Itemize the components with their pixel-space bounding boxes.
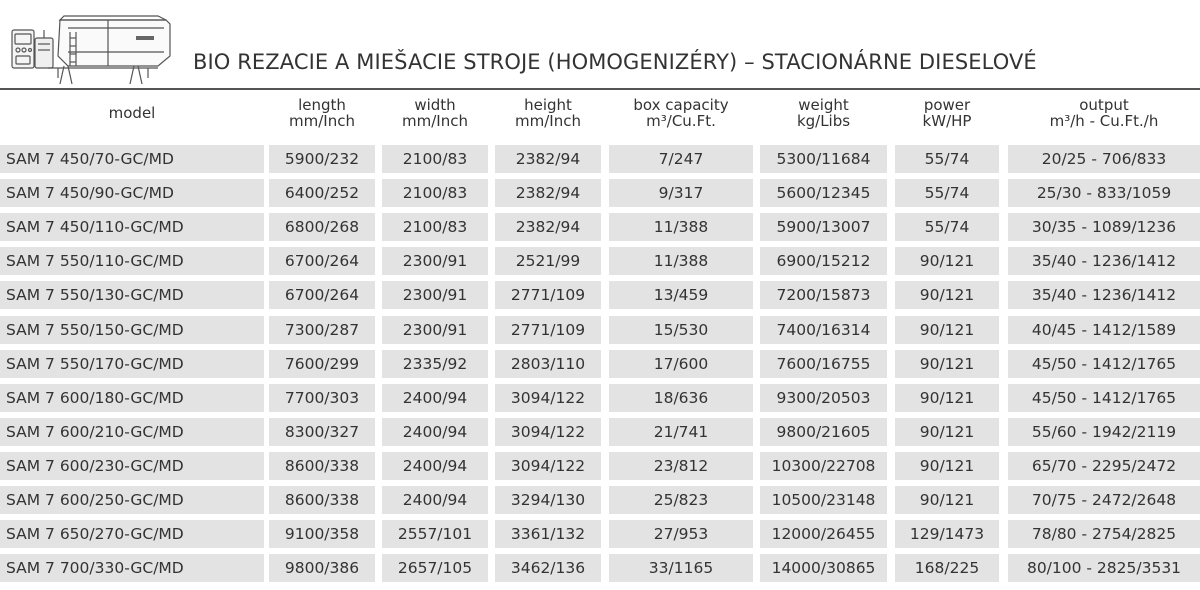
- header-weight: [760, 97, 887, 129]
- header-unit: mm/Inch: [289, 112, 355, 130]
- table-row: [0, 486, 1200, 514]
- cell-model: SAM 7 550/150-GC/MD: [0, 316, 264, 344]
- cell-box-capacity: 21/741: [609, 418, 753, 446]
- cell-model: SAM 7 450/70-GC/MD: [0, 145, 264, 173]
- cell-output: 40/45 - 1412/1589: [1008, 316, 1200, 344]
- cell-width: 2400/94: [382, 418, 488, 446]
- header-model: [0, 105, 264, 121]
- cell-output: 65/70 - 2295/2472: [1008, 452, 1200, 480]
- header-label: power: [923, 96, 971, 114]
- header-length: [269, 97, 375, 129]
- cell-output: 30/35 - 1089/1236: [1008, 213, 1200, 241]
- header-unit: m³/Cu.Ft.: [646, 112, 716, 130]
- cell-output: 45/50 - 1412/1765: [1008, 384, 1200, 412]
- table-row: [0, 418, 1200, 446]
- header-label: model: [108, 104, 156, 122]
- cell-width: 2400/94: [382, 486, 488, 514]
- header-power: [895, 97, 999, 129]
- cell-power: 90/121: [895, 350, 999, 378]
- cell-length: 7700/303: [269, 384, 375, 412]
- cell-box-capacity: 18/636: [609, 384, 753, 412]
- cell-model: SAM 7 550/130-GC/MD: [0, 281, 264, 309]
- table-row: [0, 452, 1200, 480]
- table-row: [0, 179, 1200, 207]
- cell-box-capacity: 17/600: [609, 350, 753, 378]
- cell-width: 2100/83: [382, 213, 488, 241]
- cell-model: SAM 7 450/110-GC/MD: [0, 213, 264, 241]
- cell-model: SAM 7 550/110-GC/MD: [0, 247, 264, 275]
- cell-height: 3094/122: [495, 418, 601, 446]
- cell-width: 2100/83: [382, 145, 488, 173]
- header-unit: mm/Inch: [402, 112, 468, 130]
- cell-height: 3361/132: [495, 520, 601, 548]
- cell-box-capacity: 9/317: [609, 179, 753, 207]
- table-row: [0, 316, 1200, 344]
- cell-output: 35/40 - 1236/1412: [1008, 281, 1200, 309]
- cell-box-capacity: 7/247: [609, 145, 753, 173]
- header-label: weight: [798, 96, 849, 114]
- cell-width: 2300/91: [382, 247, 488, 275]
- cell-height: 2382/94: [495, 179, 601, 207]
- cell-model: SAM 7 600/250-GC/MD: [0, 486, 264, 514]
- cell-weight: 6900/15212: [760, 247, 887, 275]
- cell-length: 6400/252: [269, 179, 375, 207]
- cell-height: 2521/99: [495, 247, 601, 275]
- table-row: [0, 247, 1200, 275]
- cell-width: 2300/91: [382, 281, 488, 309]
- cell-power: 90/121: [895, 384, 999, 412]
- cell-height: 2382/94: [495, 145, 601, 173]
- cell-power: 90/121: [895, 247, 999, 275]
- table-row: [0, 281, 1200, 309]
- header-box-capacity: [609, 97, 753, 129]
- cell-power: 90/121: [895, 418, 999, 446]
- cell-height: 3462/136: [495, 554, 601, 582]
- header-unit: kg/Libs: [796, 112, 851, 130]
- cell-power: 55/74: [895, 213, 999, 241]
- header-unit: m³/h - Cu.Ft./h: [1049, 112, 1159, 130]
- cell-power: 90/121: [895, 316, 999, 344]
- cell-power: 129/1473: [895, 520, 999, 548]
- table-header: [0, 90, 1200, 142]
- cell-height: 3094/122: [495, 384, 601, 412]
- cell-length: 8600/338: [269, 486, 375, 514]
- cell-weight: 9800/21605: [760, 418, 887, 446]
- cell-width: 2557/101: [382, 520, 488, 548]
- header-label: length: [298, 96, 346, 114]
- stationary-diesel-mixer-wagon-icon: [8, 8, 178, 86]
- cell-length: 7300/287: [269, 316, 375, 344]
- cell-height: 2771/109: [495, 281, 601, 309]
- header-label: width: [414, 96, 456, 114]
- page-title: BIO REZACIE A MIEŠACIE STROJE (HOMOGENIZÉRY) – STACIONÁRNE DIESELOVÉ: [193, 50, 1037, 74]
- cell-power: 168/225: [895, 554, 999, 582]
- cell-model: SAM 7 450/90-GC/MD: [0, 179, 264, 207]
- cell-weight: 7400/16314: [760, 316, 887, 344]
- cell-weight: 10500/23148: [760, 486, 887, 514]
- cell-weight: 5900/13007: [760, 213, 887, 241]
- cell-box-capacity: 23/812: [609, 452, 753, 480]
- cell-box-capacity: 11/388: [609, 247, 753, 275]
- header-label: height: [524, 96, 572, 114]
- cell-width: 2400/94: [382, 384, 488, 412]
- cell-width: 2300/91: [382, 316, 488, 344]
- header-height: [495, 97, 601, 129]
- cell-weight: 10300/22708: [760, 452, 887, 480]
- cell-weight: 5300/11684: [760, 145, 887, 173]
- cell-power: 55/74: [895, 179, 999, 207]
- cell-power: 90/121: [895, 452, 999, 480]
- cell-length: 5900/232: [269, 145, 375, 173]
- header-unit: kW/HP: [922, 112, 972, 130]
- cell-box-capacity: 33/1165: [609, 554, 753, 582]
- cell-height: 2803/110: [495, 350, 601, 378]
- cell-height: 3094/122: [495, 452, 601, 480]
- cell-length: 9800/386: [269, 554, 375, 582]
- cell-output: 70/75 - 2472/2648: [1008, 486, 1200, 514]
- cell-length: 6800/268: [269, 213, 375, 241]
- cell-output: 45/50 - 1412/1765: [1008, 350, 1200, 378]
- cell-model: SAM 7 600/230-GC/MD: [0, 452, 264, 480]
- cell-box-capacity: 15/530: [609, 316, 753, 344]
- cell-width: 2100/83: [382, 179, 488, 207]
- cell-box-capacity: 11/388: [609, 213, 753, 241]
- header-label: box capacity: [633, 96, 729, 114]
- cell-length: 6700/264: [269, 281, 375, 309]
- table-row: [0, 520, 1200, 548]
- cell-power: 90/121: [895, 281, 999, 309]
- cell-power: 55/74: [895, 145, 999, 173]
- cell-model: SAM 7 600/210-GC/MD: [0, 418, 264, 446]
- cell-model: SAM 7 600/180-GC/MD: [0, 384, 264, 412]
- cell-output: 78/80 - 2754/2825: [1008, 520, 1200, 548]
- cell-width: 2335/92: [382, 350, 488, 378]
- cell-length: 6700/264: [269, 247, 375, 275]
- header-width: [382, 97, 488, 129]
- table-row: [0, 350, 1200, 378]
- header-unit: mm/Inch: [515, 112, 581, 130]
- cell-model: SAM 7 700/330-GC/MD: [0, 554, 264, 582]
- cell-weight: 14000/30865: [760, 554, 887, 582]
- cell-weight: 7600/16755: [760, 350, 887, 378]
- cell-width: 2657/105: [382, 554, 488, 582]
- cell-model: SAM 7 550/170-GC/MD: [0, 350, 264, 378]
- cell-length: 9100/358: [269, 520, 375, 548]
- header-label: output: [1079, 96, 1129, 114]
- cell-output: 35/40 - 1236/1412: [1008, 247, 1200, 275]
- table-row: [0, 554, 1200, 582]
- table-row: [0, 213, 1200, 241]
- cell-height: 3294/130: [495, 486, 601, 514]
- cell-box-capacity: 25/823: [609, 486, 753, 514]
- cell-output: 55/60 - 1942/2119: [1008, 418, 1200, 446]
- cell-length: 8600/338: [269, 452, 375, 480]
- table-row: [0, 384, 1200, 412]
- cell-weight: 7200/15873: [760, 281, 887, 309]
- cell-output: 20/25 - 706/833: [1008, 145, 1200, 173]
- header-output: [1008, 97, 1200, 129]
- cell-weight: 9300/20503: [760, 384, 887, 412]
- cell-output: 25/30 - 833/1059: [1008, 179, 1200, 207]
- cell-length: 7600/299: [269, 350, 375, 378]
- cell-box-capacity: 13/459: [609, 281, 753, 309]
- cell-width: 2400/94: [382, 452, 488, 480]
- page-header: [0, 0, 1200, 90]
- cell-height: 2771/109: [495, 316, 601, 344]
- table-row: [0, 145, 1200, 173]
- cell-weight: 5600/12345: [760, 179, 887, 207]
- cell-output: 80/100 - 2825/3531: [1008, 554, 1200, 582]
- cell-height: 2382/94: [495, 213, 601, 241]
- cell-model: SAM 7 650/270-GC/MD: [0, 520, 264, 548]
- cell-weight: 12000/26455: [760, 520, 887, 548]
- cell-box-capacity: 27/953: [609, 520, 753, 548]
- cell-power: 90/121: [895, 486, 999, 514]
- cell-length: 8300/327: [269, 418, 375, 446]
